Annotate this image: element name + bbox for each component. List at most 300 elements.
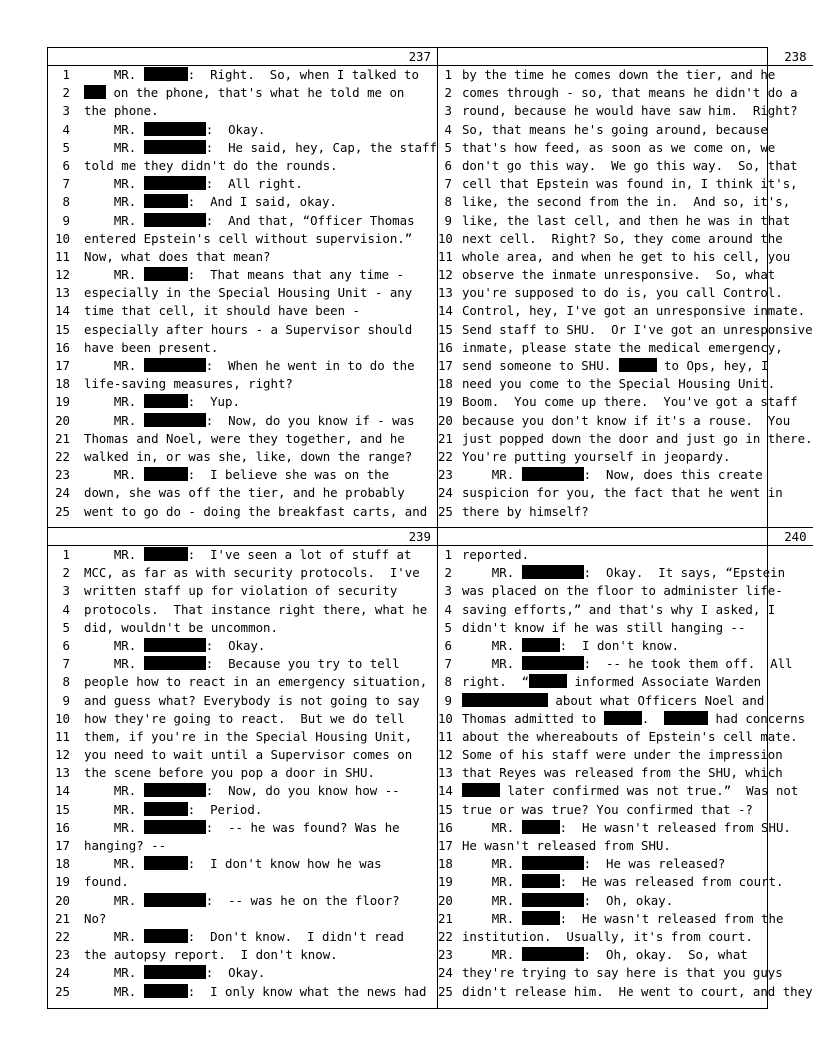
redaction-block (144, 656, 206, 670)
line-text: round, because he would have saw him. Right? (461, 103, 798, 119)
redaction-block (522, 820, 560, 834)
line-text: just popped down the door and just go in there. (461, 430, 813, 446)
transcript-line (438, 582, 813, 600)
line-text: MR. : And that, “Officer Thomas (84, 212, 415, 228)
line-number: 11 (55, 248, 70, 264)
line-text: them, if you're in the Special Housing Unit, (84, 728, 413, 744)
line-text: He wasn't released from SHU. (461, 838, 671, 853)
transcript-line (438, 946, 813, 964)
transcript-line (48, 230, 437, 248)
line-number: 9 (444, 692, 452, 708)
redaction-block (619, 358, 657, 372)
line-number: 16 (437, 339, 453, 355)
line-text: MR. : I've seen a lot of stuff at (84, 547, 412, 562)
transcript-line (48, 157, 437, 175)
transcript-line (48, 375, 437, 393)
line-number: 11 (437, 728, 453, 744)
line-text: Thomas admitted to . had concerns (461, 710, 806, 726)
line-text: went to go do - doing the breakfast carts, and (84, 503, 428, 519)
line-number: 12 (55, 747, 70, 763)
redaction-block (522, 565, 584, 579)
line-text: the phone. (84, 103, 159, 119)
line-number: 18 (437, 376, 453, 392)
line-text: suspicion for you, the fact that he went in (461, 485, 783, 501)
line-number: 18 (437, 856, 453, 872)
redaction-block (144, 820, 206, 834)
line-number: 21 (55, 430, 70, 446)
transcript-line (438, 964, 813, 982)
transcript-line (438, 819, 813, 837)
line-text: hanging? -- (84, 838, 167, 853)
line-number: 5 (444, 619, 452, 635)
transcript-line (438, 157, 813, 175)
line-number: 12 (55, 267, 70, 283)
line-number: 21 (437, 910, 453, 926)
transcript-line (48, 321, 437, 339)
redaction-block (522, 638, 560, 652)
line-text: MR. : Now, do you know how -- (84, 783, 400, 799)
transcript-page-238 (438, 48, 813, 528)
transcript-line (438, 121, 813, 139)
line-text: MR. : Okay. (84, 121, 266, 137)
line-number: 22 (437, 928, 453, 944)
transcript-line (48, 546, 437, 564)
transcript-line (48, 710, 437, 728)
transcript-line (48, 564, 437, 582)
transcript-line (438, 546, 813, 564)
line-text: the scene before you pop a door in SHU. (84, 765, 375, 781)
transcript-line (438, 448, 813, 466)
line-number: 15 (437, 801, 453, 817)
transcript-line (438, 564, 813, 582)
line-number: 7 (62, 656, 70, 672)
transcript-line (48, 855, 437, 873)
line-text: people how to react in an emergency situation, (84, 674, 428, 690)
line-number: 24 (55, 485, 70, 501)
line-number: 14 (55, 783, 70, 799)
transcript-line (438, 655, 813, 673)
line-text: life-saving measures, right? (84, 376, 293, 392)
line-text: like, the last cell, and then he was in that (461, 212, 791, 228)
line-text: found. (84, 874, 129, 890)
line-number: 5 (62, 139, 70, 155)
line-text: about what Officers Noel and (462, 692, 813, 710)
line-number: 4 (444, 601, 452, 617)
line-text: written staff up for violation of security (84, 583, 398, 599)
line-number: 10 (55, 710, 70, 726)
line-text: like, the second from the in. And so, it's, (461, 194, 791, 210)
transcript-line (48, 430, 437, 448)
transcript-line (48, 819, 437, 837)
transcript-line (438, 692, 813, 710)
redaction-block (664, 711, 708, 725)
line-number: 16 (437, 819, 453, 835)
transcript-line (48, 503, 437, 521)
transcript-line (438, 375, 813, 393)
redaction-block (144, 856, 188, 870)
line-text: inmate, please state the medical emergency, (461, 339, 783, 355)
transcript-line (438, 84, 813, 102)
line-text: MR. : I only know what the news had (84, 983, 427, 999)
transcript-line (48, 139, 437, 157)
transcript-line (48, 302, 437, 320)
transcript-line (48, 339, 437, 357)
line-text: whole area, and when he get to his cell, you (461, 248, 791, 264)
line-number: 15 (437, 321, 453, 337)
line-text: because you don't know if it's a rouse. You (461, 412, 791, 428)
redaction-block (144, 394, 188, 408)
transcript-line (438, 430, 813, 448)
line-number: 25 (437, 503, 453, 519)
line-number: 4 (62, 121, 70, 137)
redaction-block (604, 711, 642, 725)
line-number: 22 (55, 928, 70, 944)
transcript-line (48, 655, 437, 673)
line-text: MR. : I believe she was on the (84, 467, 390, 483)
line-text: MR. : Now, does this create (461, 467, 763, 483)
line-text: MR. : That means that any time - (84, 267, 405, 283)
line-text: don't go this way. We go this way. So, that (461, 157, 798, 173)
line-number: 1 (444, 67, 452, 82)
redaction-block (144, 547, 188, 561)
line-text: time that cell, it should have been - (84, 303, 361, 319)
line-text: Now, what does that mean? (84, 248, 271, 264)
transcript-line (438, 910, 813, 928)
line-text: especially after hours - a Supervisor should (84, 321, 413, 337)
transcript-line (48, 983, 437, 1001)
redaction-block (144, 122, 206, 136)
line-text: MR. : I don't know how he was (84, 856, 382, 872)
line-text: there by himself? (461, 503, 589, 519)
redaction-block (462, 783, 500, 797)
line-number: 25 (55, 983, 70, 999)
transcript-line (438, 66, 813, 84)
line-number: 6 (444, 157, 452, 173)
line-number: 2 (444, 85, 452, 101)
line-number: 7 (444, 656, 452, 672)
redaction-block (522, 856, 584, 870)
line-text: entered Epstein's cell without supervision.” (84, 230, 413, 246)
transcript-line (438, 230, 813, 248)
transcript-lines (438, 546, 813, 1001)
line-text: MR. : Right. So, when I talked to (84, 67, 419, 82)
line-text: didn't know if he was still hanging -- (461, 619, 746, 635)
line-number: 22 (437, 448, 453, 464)
line-number: 21 (55, 910, 70, 926)
line-text: MR. : Oh, okay. So, what (461, 947, 748, 963)
transcript-line (438, 302, 813, 320)
line-text: MR. : Because you try to tell (84, 656, 400, 672)
redaction-block (144, 893, 206, 907)
redaction-block (144, 194, 188, 208)
page-number: 240 (438, 528, 813, 546)
line-text: MR. : And I said, okay. (84, 194, 337, 210)
transcript-line (438, 873, 813, 891)
line-number: 13 (55, 765, 70, 781)
line-number: 20 (437, 892, 453, 908)
line-text: MR. : He was released from court. (461, 874, 784, 890)
redaction-block (522, 656, 584, 670)
transcript-line (48, 782, 437, 800)
line-text: was placed on the floor to administer life- (461, 583, 783, 599)
line-text: comes through - so, that means he didn't do a (461, 85, 798, 101)
line-number: 23 (437, 947, 453, 963)
transcript-line (438, 619, 813, 637)
transcript-page-240 (438, 528, 813, 1008)
line-text: by the time he comes down the tier, and he (461, 67, 776, 82)
transcript-page-237 (48, 48, 438, 528)
transcript-line (48, 66, 437, 84)
line-number: 8 (62, 194, 70, 210)
transcript-line (438, 983, 813, 1001)
line-text: Control, hey, I've got an unresponsive inmate. (461, 303, 806, 319)
line-text: MR. : Okay. (84, 637, 266, 653)
line-text: You're putting yourself in jeopardy. (461, 448, 731, 464)
transcript-line (438, 837, 813, 855)
transcript-line (438, 710, 813, 728)
line-number: 18 (55, 376, 70, 392)
line-text: Send staff to SHU. Or I've got an unresponsive (461, 321, 813, 337)
transcript-line (48, 873, 437, 891)
transcript-line (48, 175, 437, 193)
line-number: 1 (62, 547, 70, 562)
redaction-block (144, 984, 188, 998)
line-number: 3 (444, 583, 452, 599)
line-number: 17 (437, 838, 453, 853)
line-number: 16 (55, 819, 70, 835)
redaction-block (144, 467, 188, 481)
line-number: 7 (62, 176, 70, 192)
line-number: 20 (55, 412, 70, 428)
redaction-block (144, 802, 188, 816)
transcript-line (48, 193, 437, 211)
transcript-line (438, 357, 813, 375)
line-number: 13 (55, 285, 70, 301)
line-number: 9 (444, 212, 452, 228)
transcript-sheet (47, 47, 813, 1009)
transcript-line (438, 466, 813, 484)
transcript-line (48, 892, 437, 910)
transcript-line (48, 946, 437, 964)
transcript-line (438, 928, 813, 946)
transcript-line (48, 448, 437, 466)
transcript-line (48, 266, 437, 284)
line-text: and guess what? Everybody is not going to say (84, 692, 420, 708)
line-number: 3 (62, 583, 70, 599)
line-number: 8 (62, 674, 70, 690)
line-text: next cell. Right? So, they come around the (461, 230, 783, 246)
line-text: right. “ informed Associate Warden (461, 674, 762, 690)
line-text: observe the inmate unresponsive. So, what (461, 267, 776, 283)
transcript-line (438, 673, 813, 691)
transcript-line (48, 102, 437, 120)
transcript-line (438, 393, 813, 411)
line-number: 5 (62, 619, 70, 635)
line-number: 16 (55, 339, 70, 355)
line-number: 20 (437, 412, 453, 428)
transcript-line (438, 503, 813, 521)
redaction-block (144, 176, 206, 190)
line-number: 12 (437, 267, 453, 283)
line-number: 3 (444, 103, 452, 119)
redaction-block (144, 213, 206, 227)
transcript-line (438, 339, 813, 357)
transcript-line (438, 321, 813, 339)
line-number: 25 (55, 503, 70, 519)
line-text: MR. : All right. (84, 176, 303, 192)
redaction-block (529, 674, 567, 688)
transcript-line (438, 637, 813, 655)
line-text: didn't release him. He went to court, and they (461, 983, 813, 999)
transcript-line (438, 801, 813, 819)
redaction-block (84, 85, 106, 99)
line-text: send someone to SHU. to Ops, hey, I (461, 358, 769, 373)
line-number: 15 (55, 321, 70, 337)
line-number: 14 (437, 303, 453, 319)
redaction-block (144, 358, 206, 372)
transcript-line (48, 964, 437, 982)
line-number: 3 (62, 103, 70, 119)
line-text: that Reyes was released from the SHU, which (461, 765, 783, 781)
line-text: especially in the Special Housing Unit - any (84, 285, 413, 301)
line-text: institution. Usually, it's from court. (461, 928, 753, 944)
line-text: did, wouldn't be uncommon. (84, 619, 278, 635)
redaction-block (522, 467, 584, 481)
line-number: 11 (437, 248, 453, 264)
line-number: 24 (55, 965, 70, 981)
redaction-block (144, 783, 206, 797)
line-number: 19 (437, 394, 453, 410)
line-text: saving efforts,” and that's why I asked, I (461, 601, 776, 617)
page-number: 238 (438, 48, 813, 66)
transcript-line (438, 764, 813, 782)
line-number: 1 (444, 547, 452, 562)
line-number: 2 (62, 565, 70, 581)
transcript-line (438, 746, 813, 764)
line-text: you're supposed to do is, you call Control. (461, 285, 783, 301)
transcript-line (438, 248, 813, 266)
transcript-line (438, 782, 813, 800)
transcript-line (48, 248, 437, 266)
line-number: 2 (62, 85, 70, 101)
line-number: 11 (55, 728, 70, 744)
line-text: MR. : He wasn't released from the (461, 910, 784, 926)
redaction-block (144, 267, 188, 281)
line-number: 24 (437, 485, 453, 501)
line-number: 17 (437, 358, 453, 373)
line-number: 10 (437, 230, 453, 246)
transcript-line (48, 746, 437, 764)
redaction-block (144, 67, 188, 81)
line-number: 4 (62, 601, 70, 617)
transcript-page-239 (48, 528, 438, 1008)
transcript-line (48, 801, 437, 819)
line-number: 21 (437, 430, 453, 446)
line-text: MR. : -- he was found? Was he (84, 819, 400, 835)
transcript-line (438, 484, 813, 502)
line-text: on the phone, that's what he told me on (84, 84, 437, 102)
transcript-line (438, 892, 813, 910)
line-text: Boom. You come up there. You've got a staff (461, 394, 798, 410)
line-text: you need to wait until a Supervisor comes on (84, 747, 413, 763)
line-text: MR. : -- was he on the floor? (84, 892, 400, 908)
transcript-line (48, 84, 437, 102)
transcript-line (48, 212, 437, 230)
line-text: MR. : -- he took them off. All (461, 656, 793, 672)
line-text: So, that means he's going around, because (461, 121, 768, 137)
line-text: MR. : Okay. It says, “Epstein (461, 565, 786, 581)
line-text: the autopsy report. I don't know. (84, 947, 338, 963)
transcript-line (48, 928, 437, 946)
line-number: 9 (62, 212, 70, 228)
line-text: need you come to the Special Housing Unit. (461, 376, 776, 392)
line-number: 24 (437, 965, 453, 981)
transcript-line (48, 466, 437, 484)
line-text: walked in, or was she, like, down the range? (84, 448, 413, 464)
transcript-line (48, 619, 437, 637)
transcript-lines (48, 546, 437, 1001)
line-number: 14 (55, 303, 70, 319)
transcript-line (48, 121, 437, 139)
line-text: MR. : Oh, okay. (461, 892, 674, 908)
transcript-line (48, 357, 437, 375)
line-number: 6 (444, 637, 452, 653)
transcript-line (48, 910, 437, 928)
line-number: 20 (55, 892, 70, 908)
redaction-block (522, 874, 560, 888)
line-text: reported. (461, 547, 530, 562)
line-number: 19 (437, 874, 453, 890)
line-number: 18 (55, 856, 70, 872)
transcript-line (48, 837, 437, 855)
line-text: MR. : Don't know. I didn't read (84, 928, 405, 944)
line-number: 14 (437, 783, 453, 799)
line-text: about the whereabouts of Epstein's cell mate. (461, 728, 798, 744)
transcript-line (438, 212, 813, 230)
transcript-line (48, 484, 437, 502)
transcript-lines (48, 66, 437, 521)
transcript-line (438, 412, 813, 430)
redaction-block (144, 965, 206, 979)
transcript-line (438, 284, 813, 302)
line-text: MR. : Now, do you know if - was (84, 412, 415, 428)
line-number: 19 (55, 394, 70, 410)
transcript-line (438, 266, 813, 284)
transcript-line (438, 728, 813, 746)
redaction-block (462, 693, 548, 707)
line-number: 1 (62, 67, 70, 82)
transcript-line (438, 102, 813, 120)
line-text: Thomas and Noel, were they together, and he (84, 430, 405, 446)
line-number: 5 (444, 139, 452, 155)
redaction-block (144, 413, 206, 427)
page-number: 237 (48, 48, 437, 66)
transcript-line (48, 728, 437, 746)
line-text: cell that Epstein was found in, I think it's, (461, 176, 798, 192)
redaction-block (144, 140, 206, 154)
transcript-line (48, 582, 437, 600)
line-number: 23 (55, 947, 70, 963)
line-number: 13 (437, 765, 453, 781)
line-number: 17 (55, 358, 70, 373)
transcript-line (438, 175, 813, 193)
line-number: 2 (444, 565, 452, 581)
transcript-line (48, 393, 437, 411)
line-number: 22 (55, 448, 70, 464)
line-text: MR. : Yup. (84, 394, 240, 410)
transcript-line (48, 637, 437, 655)
transcript-line (48, 673, 437, 691)
